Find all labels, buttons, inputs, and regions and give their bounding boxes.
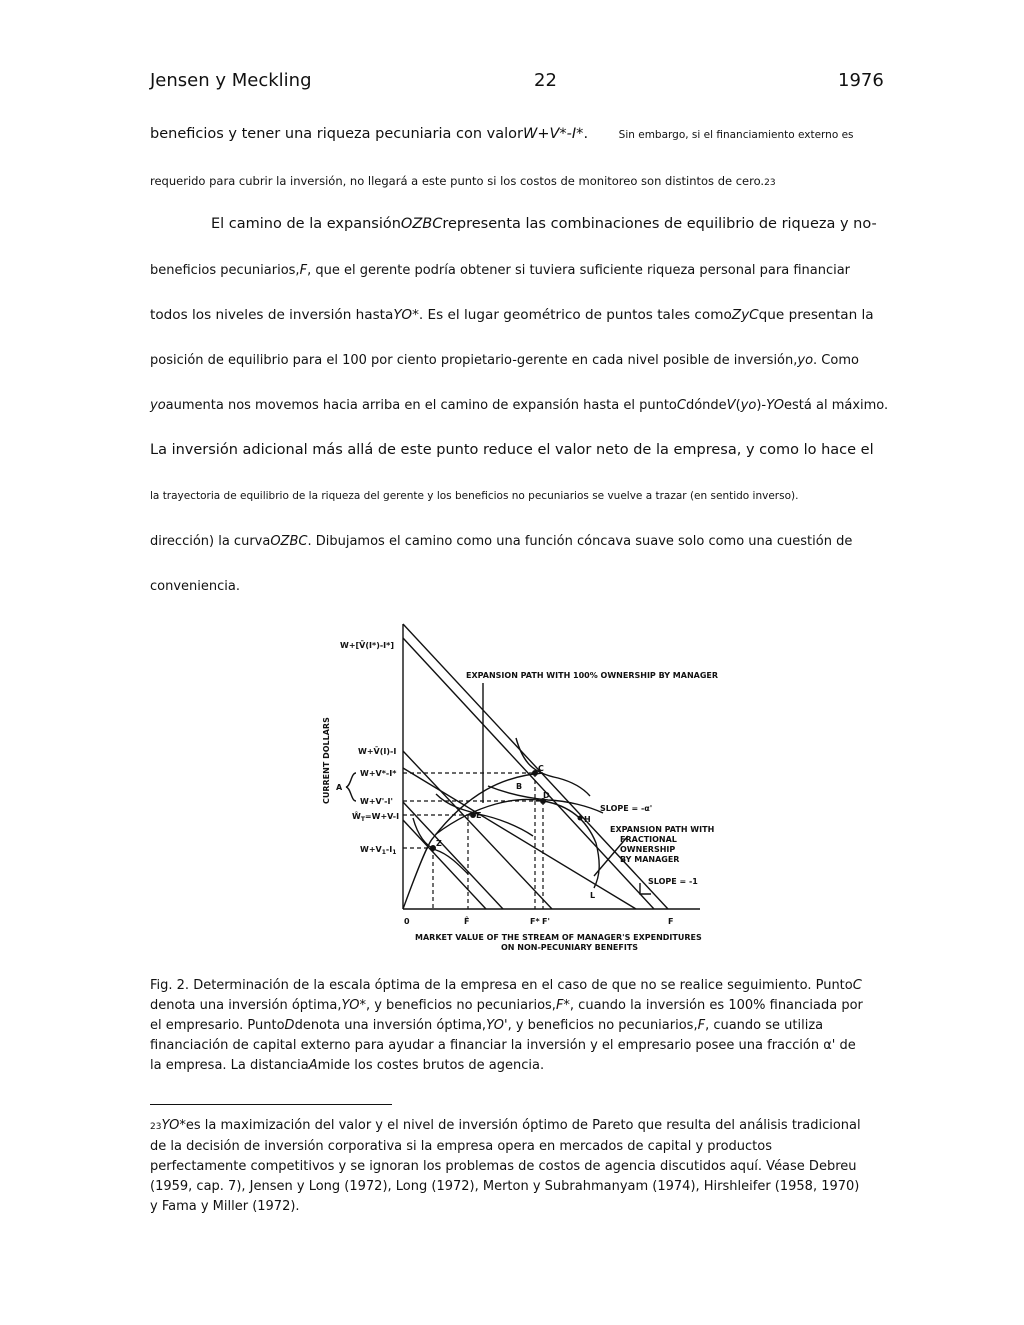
text: Sin embargo, si el financiamiento externo es [618,129,854,141]
body-line-2 [150,174,776,188]
brace-a [346,773,356,801]
text: El camino de la expansión [211,216,401,232]
annotation-expansion-100: EXPANSION PATH WITH 100% OWNERSHIP BY MANAGER [466,671,718,680]
math-var: yo [150,398,166,413]
body-line-9: la trayectoria de equilibrio de la riqueza del gerente y los beneficios no pecuniarios se vuelve a trazar (en sentido inverso). [150,490,799,502]
pt-label-e: E [476,811,482,820]
label-y-top: W+[V̄(I*)-I*] [340,641,394,650]
body-line-3 [211,216,877,232]
math-var: YO' [486,1018,508,1033]
figure-2-diagram [318,618,718,958]
body-line-7 [150,398,888,413]
text: . Es el lugar geométrico de puntos tales como [418,307,732,323]
text: ( [735,398,741,413]
footnote-ref[interactable]: 23 [764,178,776,188]
annotation-slope-1: SLOPE = -1 [648,877,698,886]
label-y-v1: $W+V_1-I_1$ [360,845,397,856]
text: dónde [685,398,727,413]
body-line-8: La inversión adicional más allá de este punto reduce el valor neto de la empresa, y como lo hace el [150,442,874,458]
math-var: YO [766,398,785,413]
text: está al máximo. [784,398,889,413]
text: , y beneficios no pecuniarios, [507,1018,698,1033]
tick-fstar: F* [530,917,540,926]
math-var: F* [555,998,570,1013]
math-var: W+V*-I* [523,126,584,142]
annotation-frac-3: OWNERSHIP [620,845,676,854]
math-var: YO* [393,307,419,323]
annotation-frac-4: BY MANAGER [620,855,680,864]
text: beneficios y tener una riqueza pecuniaria con valor [150,126,524,142]
tick-fprime: F' [542,917,550,926]
text: denota una inversión óptima, [150,998,342,1013]
math-var: C [676,398,686,413]
annotation-frac-1: EXPANSION PATH WITH [610,825,715,834]
label-y-vstar: W+V*-I* [360,769,397,778]
text: , que el gerente podría obtener si tuviera suficiente riqueza personal para financiar [307,263,851,278]
math-var: A [308,1058,318,1073]
indifference-curve-c [516,738,590,796]
running-header-year: 1976 [838,70,884,91]
body-line-6 [150,353,859,368]
body-line-10 [150,534,852,549]
text: mide los costes brutos de agencia. [317,1058,545,1073]
text: denota una inversión óptima, [294,1018,487,1033]
pt-label-l: L [590,891,596,900]
text: )- [756,398,767,413]
math-var: yo [797,353,814,368]
math-var: C [852,978,862,993]
body-line-4 [150,263,850,278]
page-number: 22 [534,70,557,91]
tick-origin: 0 [404,917,410,926]
text: . Dibujamos el camino como una función cóncava suave solo como una cuestión de [307,534,853,549]
y-axis-label: CURRENT DOLLARS [322,717,331,804]
text: y [741,307,750,323]
tick-fhat: F̂ [464,917,470,926]
budget-line-4 [403,802,503,909]
annotation-slope-alpha: SLOPE = -α' [600,804,653,813]
running-header-authors: Jensen y Meckling [150,70,312,91]
math-var: D [284,1018,295,1033]
math-var: yo [740,398,757,413]
text: , y beneficios no pecuniarios, [365,998,556,1013]
text: aumenta nos movemos hacia arriba en el camino de expansión hasta el punto [165,398,677,413]
body-line-11: conveniencia. [150,579,240,594]
text: todos los niveles de inversión hasta [150,307,394,323]
math-var: OZBC [400,216,443,232]
math-var: F [697,1018,706,1033]
text: beneficios pecuniarios, [150,263,300,278]
pt-label-d: D [543,791,550,800]
tick-f: F [668,917,674,926]
point-h [578,816,583,821]
figure-caption [150,976,870,1076]
label-y-vi: W+V̄(I)-I [358,747,397,756]
footnote-23 [150,1116,870,1217]
text: . [583,126,589,142]
pt-label-c: C [538,764,544,773]
math-var: V [726,398,736,413]
text: es la maximización del valor y el nivel de inversión óptimo de Pareto que resulta del análisis tradicional de la decisión de inversión corporativa si la empresa opera en mercados de capital y productos perfectamente competitivos y se ignoran los problemas de costos de agencia discutidos aquí. Véase Debreu (1959, cap. 7), Jensen y Long (1972), Long (1972), Merton y Subrahmanyam (1974), Hirshleifer (1958, 1970) y Fama y Miller (1972). [150,1118,861,1214]
body-line-1 [150,126,854,142]
text: Fig. 2. Determinación de la escala óptima de la empresa en el caso de que no se realice seguimiento. Punto [150,978,853,993]
body-line-5 [150,307,874,323]
text: dirección) la curva [150,534,271,549]
budget-line-5 [403,820,486,909]
math-var: F [299,263,308,278]
label-brace-a: A [336,783,343,792]
x-axis-label-1: MARKET VALUE OF THE STREAM OF MANAGER'S EXPENDITURES [415,933,702,942]
math-var: YO* [161,1118,186,1133]
text: , cuando la inversión es 100% financiada por el empresario. Punto [150,998,863,1033]
text: . Como [813,353,859,368]
pt-label-z: Z [436,839,442,848]
math-var: YO* [341,998,366,1013]
text: requerido para cubrir la inversión, no llegará a este punto si los costos de monitoreo son distintos de cero. [150,174,765,188]
math-var: OZBC [270,534,308,549]
text: representa las combinaciones de equilibrio de riqueza y no- [442,216,877,232]
label-y-wt: $Ŵ_T=W+V-I$ [352,812,400,823]
text: posición de equilibrio para el 100 por ciento propietario-gerente en cada nivel posible de inversión, [150,353,798,368]
pt-label-h: H [584,815,591,824]
text: , cuando se utiliza financiación de capital externo para ayudar a financiar la inversión y el empresario posee una fracción α' de la empresa. La distancia [150,1018,856,1073]
pt-label-b: B [516,782,523,791]
annotation-frac-2: FRACTIONAL [620,835,677,844]
footnote-number: 23 [150,1122,162,1132]
x-axis-label-2: ON NON-PECUNIARY BENEFITS [501,943,639,952]
math-var: C [749,307,759,323]
footnote-divider [150,1104,392,1105]
label-y-vprime: W+V'-I' [360,797,393,806]
math-var: Z [731,307,742,323]
text: que presentan la [758,307,874,323]
